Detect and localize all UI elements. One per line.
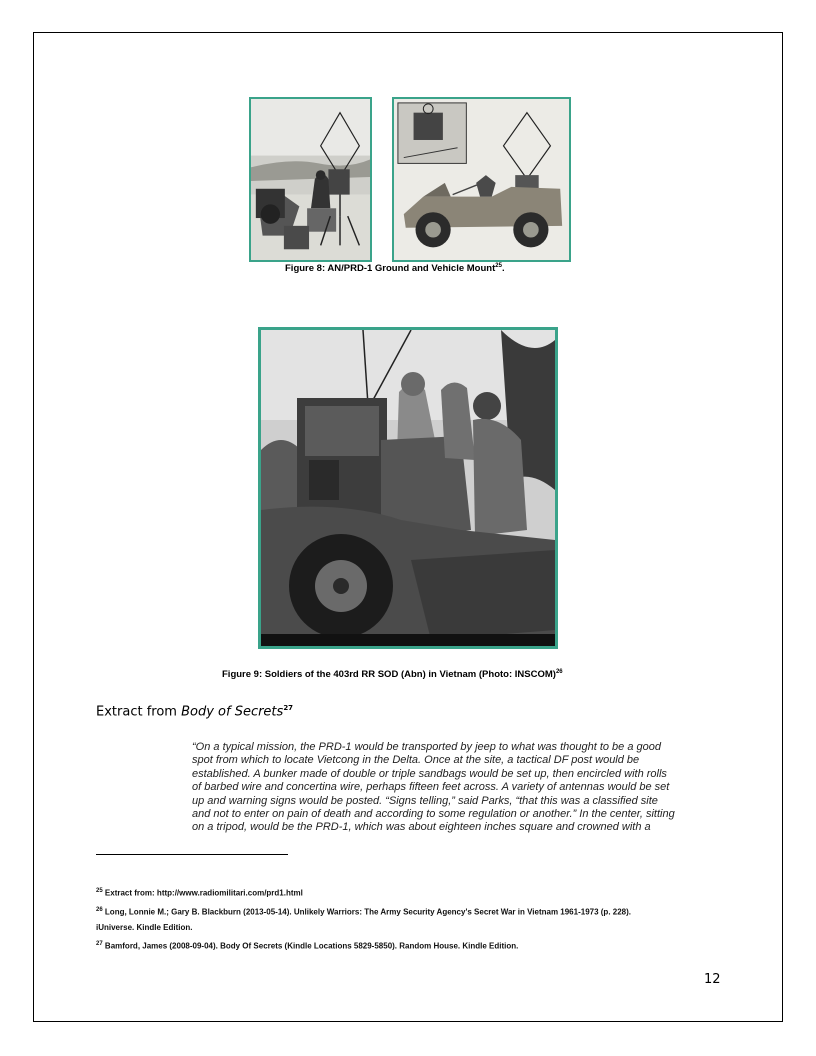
footnote-26-continued xyxy=(96,920,726,936)
quote-line: on a tripod, would be the PRD-1, which was about eighteen inches square and crowned with a xyxy=(192,821,651,834)
footnote-number: 25 xyxy=(96,888,103,894)
footnote-27 xyxy=(96,936,726,955)
quote-line: of barbed wire and concertina wire, perhaps fifteen feet across. A variety of antennas would be set xyxy=(192,781,670,794)
figure-9-caption-text: Figure 9: Soldiers of the 403rd RR SOD (Abn) in Vietnam (Photo: INSCOM) xyxy=(222,669,556,681)
footnote-text: Long, Lonnie M.; Gary B. Blackburn (2013-05-14). Unlikely Warriors: The Army Security Agency's Secret War in Vietnam 1961-1973 (p. 228). xyxy=(104,907,631,917)
section-heading-title: Body of Secrets xyxy=(181,704,284,720)
section-heading-footnote-ref: 27 xyxy=(283,704,294,712)
footnote-text: iUniverse. Kindle Edition. xyxy=(96,923,193,933)
figure-8-caption: Figure 8: AN/PRD-1 Ground and Vehicle Mount$^{25}$. xyxy=(285,263,505,275)
figure-8-footnote-ref: 25 xyxy=(495,263,502,269)
footnote-26 xyxy=(96,902,726,921)
quote-line: spot from which to locate Vietcong in the Delta. Once at the site, a tactical DF post would be xyxy=(192,754,640,767)
block-quote xyxy=(192,741,724,835)
figure-8-vehicle-mount-image xyxy=(392,97,571,262)
figure-8-ground-mount-image xyxy=(249,97,372,262)
figure-9-caption xyxy=(222,669,563,680)
page-number: 12 xyxy=(704,972,721,987)
footnote-number: 26 xyxy=(96,906,103,913)
footnote-text: Bamford, James (2008-09-04). Body Of Secrets (Kindle Locations 5829-5850). Random House. Kindle Edition. xyxy=(104,941,519,951)
footnote-25 xyxy=(96,883,726,902)
quote-line: “On a typical mission, the PRD-1 would be transported by jeep to what was thought to be a good xyxy=(192,741,661,753)
figure-8-caption-text: Figure 8: AN/PRD-1 Ground and Vehicle Mount xyxy=(285,263,496,275)
footnote-number: 27 xyxy=(96,941,103,948)
quote-line: and not to enter on pain of death and according to some regulation or another.” In the center, sitting xyxy=(192,808,675,821)
figure-9-soldiers-photo xyxy=(258,327,558,649)
quote-line: up and warning signs would be posted. “Signs telling,” said Parks, “that this was a classified site xyxy=(192,794,658,807)
quote-line: established. A bunker made of double or triple sandbags would be set up, then encircled with rolls xyxy=(192,767,667,780)
section-heading-prefix: Extract from xyxy=(96,704,182,720)
section-heading xyxy=(96,704,293,719)
figure-9-footnote-ref: 26 xyxy=(555,669,563,675)
footnotes xyxy=(96,883,726,955)
footnote-separator xyxy=(96,854,288,855)
footnote-text: Extract from: http://www.radiomilitari.com/prd1.html xyxy=(104,888,303,898)
